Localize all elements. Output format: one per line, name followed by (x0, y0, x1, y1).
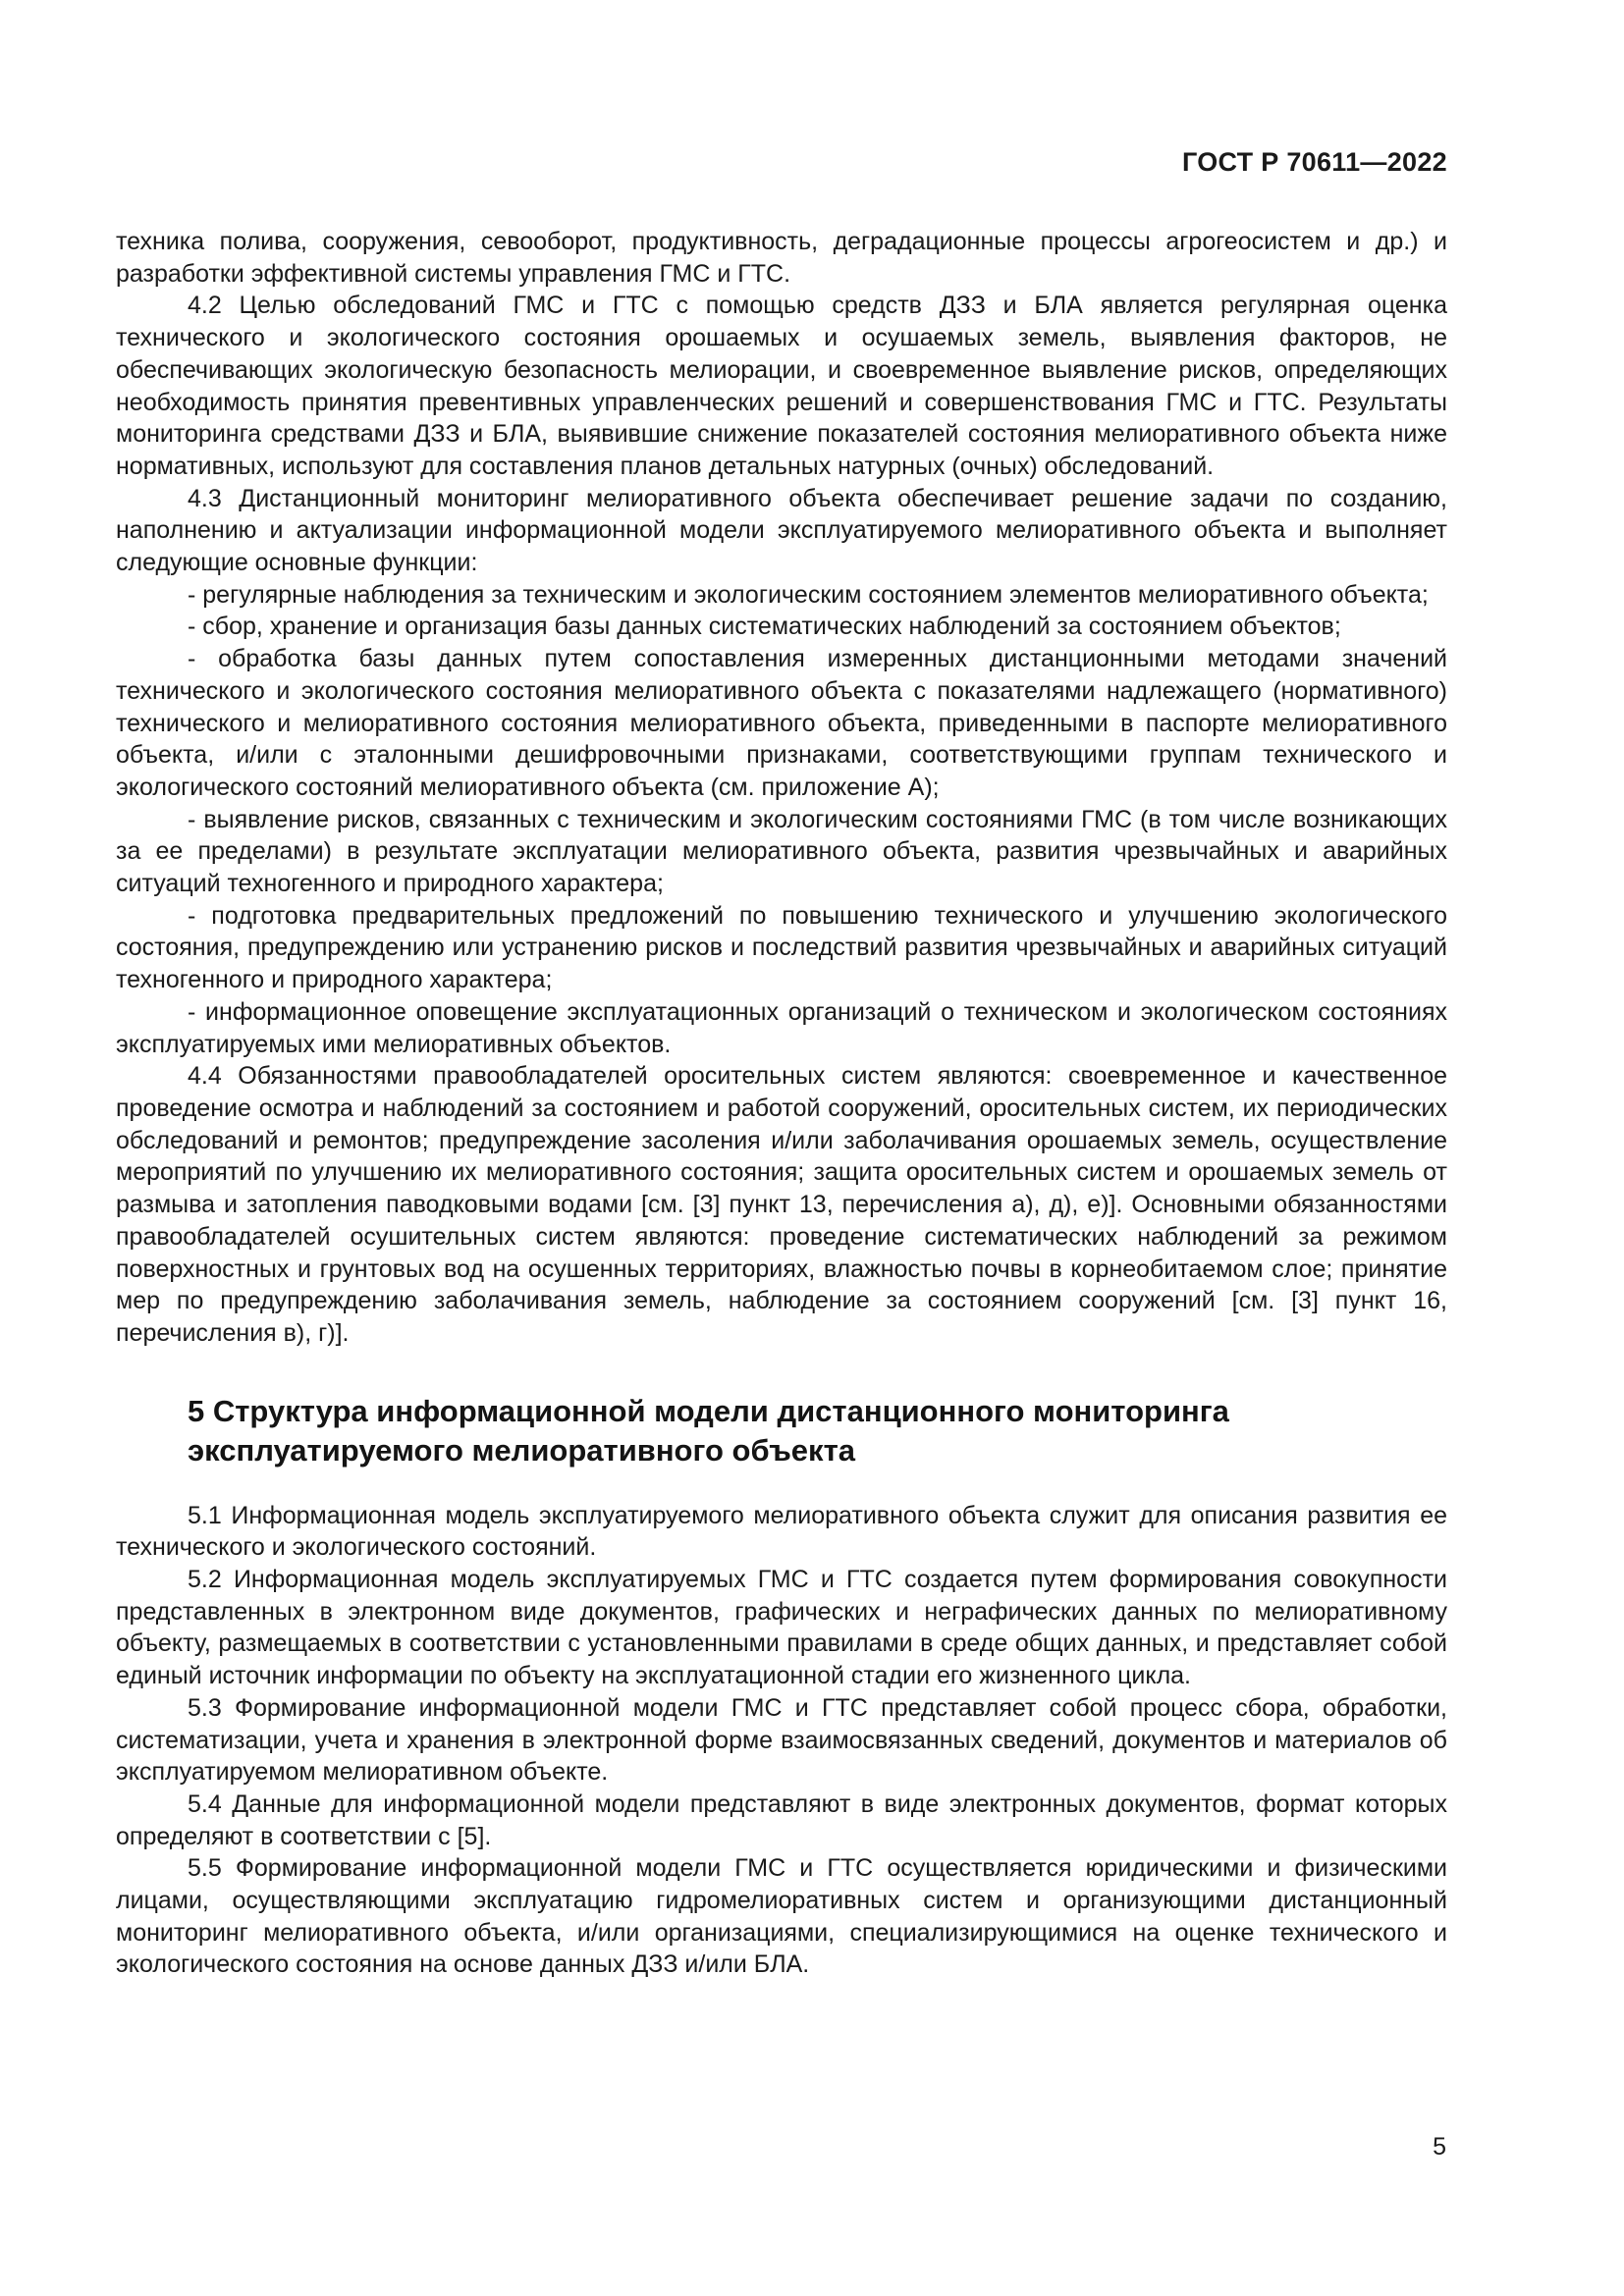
section-5-heading-line-2: эксплуатируемого мелиоративного объекта (188, 1432, 855, 1468)
section-5-heading-line-1: 5 Структура информационной модели дистанционного мониторинга (188, 1393, 1229, 1428)
paragraph-4-3: 4.3 Дистанционный мониторинг мелиоративного объекта обеспечивает решение задачи по созданию, наполнению и актуализации информационной модели эксплуатируемого мелиоративного объекта и выполняет следующие основные функции: (116, 484, 1447, 577)
list-item: - обработка базы данных путем сопоставления измеренных дистанционными методами значений технического и экологического состояния мелиоративного объекта с показателями надлежащего (нормативного) технического и мелиоративного состояния мелиоративного объекта, приведенными в паспорте мелиоративного объекта, и/или с эталонными дешифровочными признаками, соответствующими группам технического и экологического состояний мелиоративного объекта (см. приложение А); (116, 645, 1447, 801)
section-5-heading (188, 1392, 1447, 1470)
paragraph-4-2: 4.2 Целью обследований ГМС и ГТС с помощью средств ДЗЗ и БЛА является регулярная оценка технического и экологического состояния орошаемых и осушаемых земель, выявления факторов, не обеспечивающих экологическую безопасность мелиорации, и своевременное выявление рисков, определяющих необходимость принятия превентивных управленческих решений и совершенствования ГМС и ГТС. Результаты мониторинга средствами ДЗЗ и БЛА, выявившие снижение показателей состояния мелиоративного объекта ниже нормативных, используют для составления планов детальных натурных (очных) обследований. (116, 292, 1447, 480)
page-body (116, 226, 1447, 1981)
paragraph-5-5: 5.5 Формирование информационной модели ГМС и ГТС осуществляется юридическими и физическими лицами, осуществляющими эксплуатацию гидромелиоративных систем и организующими дистанционный мониторинг мелиоративного объекта, и/или организациями, специализирующимися на оценке технического и экологического состояния на основе данных ДЗЗ и/или БЛА. (116, 1854, 1447, 1979)
list-item: - сбор, хранение и организация базы данных систематических наблюдений за состоянием объектов; (188, 613, 1341, 641)
page-number: 5 (1433, 2133, 1446, 2161)
list-item: - подготовка предварительных предложений по повышению технического и улучшению экологического состояния, предупреждению или устранению рисков и последствий развития чрезвычайных и аварийных ситуаций техногенного и природного характера; (116, 901, 1447, 994)
paragraph-5-1: 5.1 Информационная модель эксплуатируемого мелиоративного объекта служит для описания развития ее технического и экологического состояний. (116, 1501, 1447, 1562)
paragraph-continuation: техника полива, сооружения, севооборот, продуктивность, деградационные процессы агрогеосистем и др.) и разработки эффективной системы управления ГМС и ГТС. (116, 228, 1447, 288)
list-item: - регулярные наблюдения за техническим и экологическим состоянием элементов мелиоративного объекта; (188, 580, 1429, 609)
list-item: - выявление рисков, связанных с техническим и экологическим состояниями ГМС (в том числе возникающих за ее пределами) в результате эксплуатации мелиоративного объекта, развития чрезвычайных и аварийных ситуаций техногенного и природного характера; (116, 805, 1447, 898)
document-code-header: ГОСТ Р 70611—2022 (1181, 147, 1447, 177)
paragraph-5-3: 5.3 Формирование информационной модели ГМС и ГТС представляет собой процесс сбора, обработки, систематизации, учета и хранения в электронной форме взаимосвязанных сведений, документов и материалов об эксплуатируемом мелиоративном объекте. (116, 1693, 1447, 1787)
list-item: - информационное оповещение эксплуатационных организаций о техническом и экологическом состояниях эксплуатируемых ими мелиоративных объектов. (116, 997, 1447, 1058)
paragraph-4-4: 4.4 Обязанностями правообладателей оросительных систем являются: своевременное и качественное проведение осмотра и наблюдений за состоянием и работой сооружений, оросительных систем, их периодических обследований и ремонтов; предупреждение засоления и/или заболачивания орошаемых земель, осуществление мероприятий по улучшению их мелиоративного состояния; защита оросительных систем и орошаемых земель от размыва и затопления паводковыми водами [см. [3] пункт 13, перечисления а), д), е)]. Основными обязанностями правообладателей осушительных систем являются: проведение систематических наблюдений за режимом поверхностных и грунтовых вод на осушенных территориях, влажностью почвы в корнеобитаемом слое; принятие мер по предупреждению заболачивания земель, наблюдение за состоянием сооружений [см. [3] пункт 16, перечисления в), г)]. (116, 1062, 1447, 1347)
paragraph-5-4: 5.4 Данные для информационной модели представляют в виде электронных документов, формат которых определяют в соответствии с [5]. (116, 1789, 1447, 1850)
paragraph-5-2: 5.2 Информационная модель эксплуатируемых ГМС и ГТС создается путем формирования совокупности представленных в электронном виде документов, графических и неграфических данных по мелиоративному объекту, размещаемых в соответствии с установленными правилами в среде общих данных, и представляет собой единый источник информации по объекту на эксплуатационной стадии его жизненного цикла. (116, 1566, 1447, 1690)
